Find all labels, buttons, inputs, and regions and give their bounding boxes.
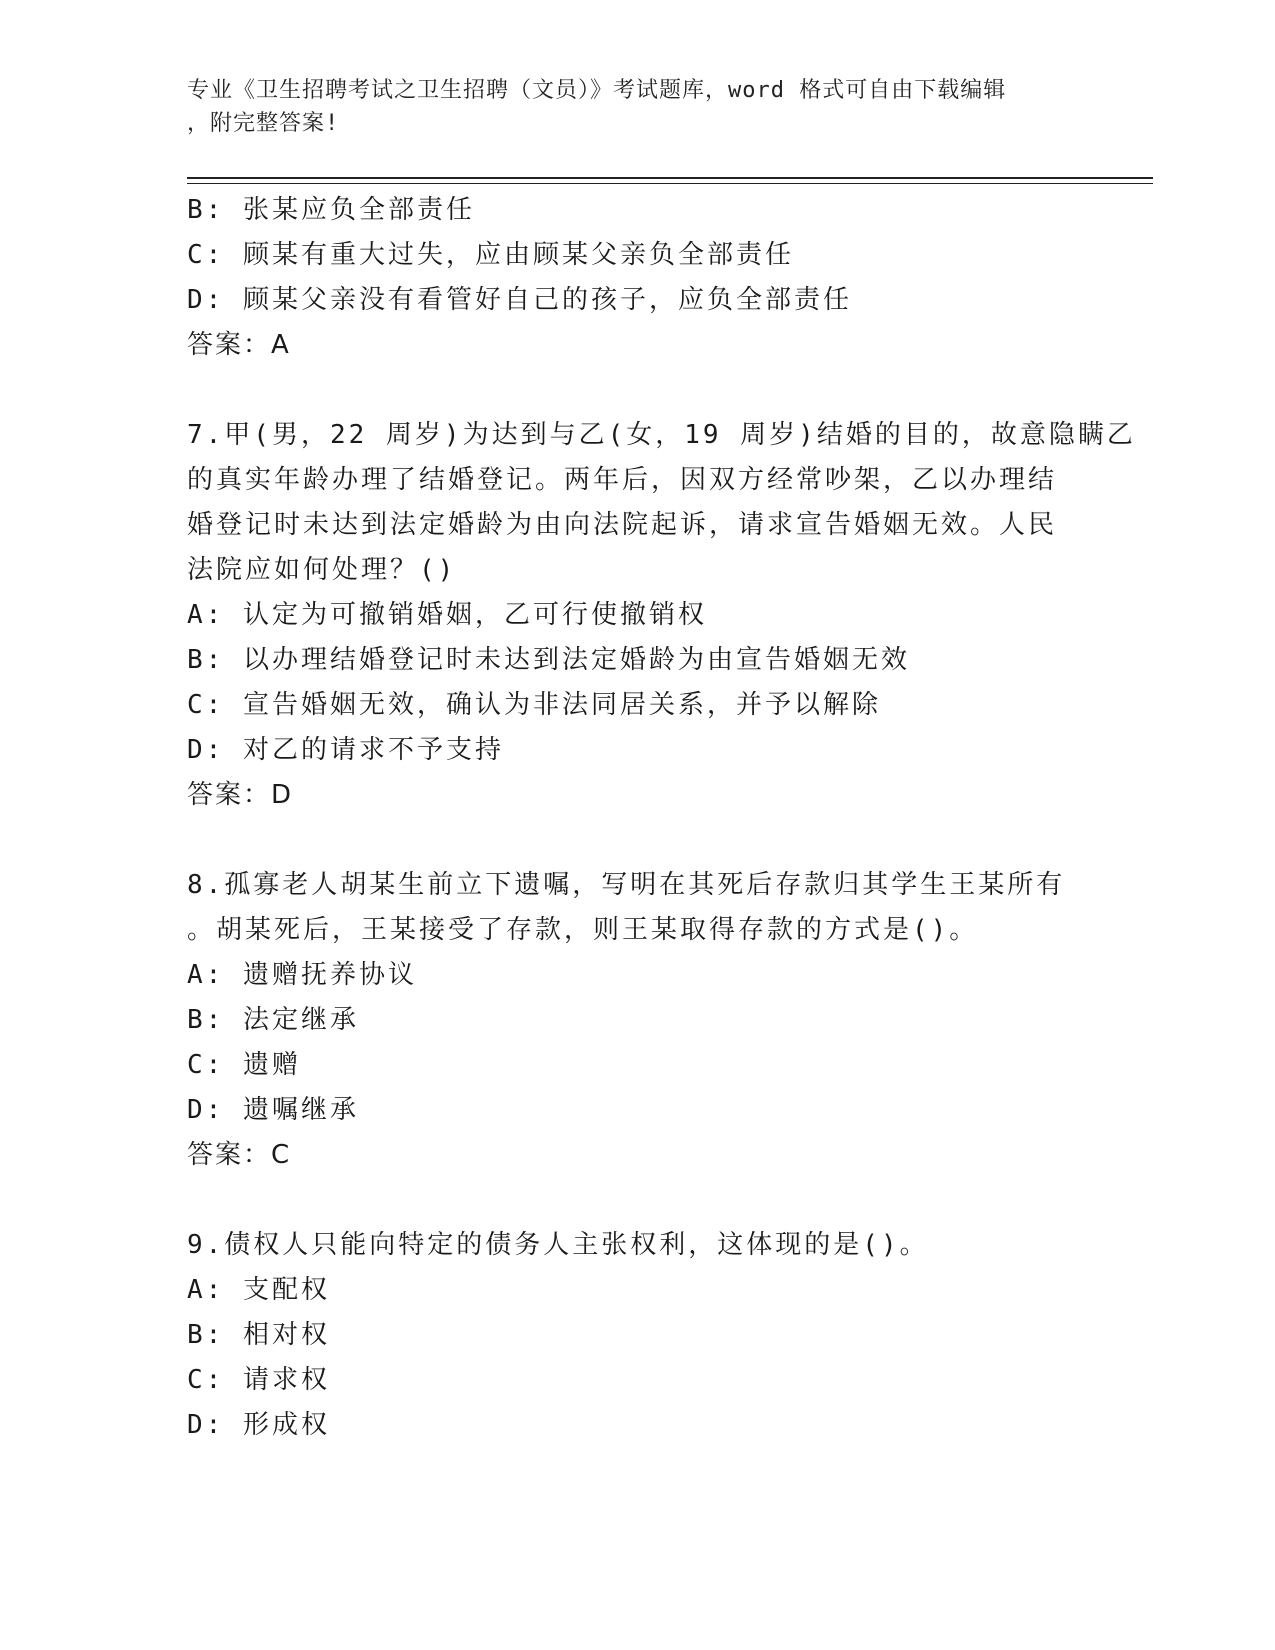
q7-option-d: D: 对乙的请求不予支持 bbox=[187, 735, 504, 765]
q7-stem-line-2: 的真实年龄办理了结婚登记。两年后，因双方经常吵架，乙以办理结 bbox=[187, 465, 1058, 495]
q7-stem-line-1: 7.甲(男，22 周岁)为达到与乙(女，19 周岁)结婚的目的，故意隐瞒乙 bbox=[187, 420, 1136, 450]
q7-option-a: A: 认定为可撤销婚姻，乙可行使撤销权 bbox=[187, 600, 707, 630]
header-rule-thin bbox=[187, 183, 1153, 184]
q9-option-b: B: 相对权 bbox=[187, 1320, 330, 1350]
q6-answer: 答案：A bbox=[187, 330, 291, 360]
q7-option-c: C: 宣告婚姻无效，确认为非法同居关系，并予以解除 bbox=[187, 690, 881, 720]
q7-option-b: B: 以办理结婚登记时未达到法定婚龄为由宣告婚姻无效 bbox=[187, 645, 910, 675]
q7-stem-line-3: 婚登记时未达到法定婚龄为由向法院起诉，请求宣告婚姻无效。人民 bbox=[187, 510, 1058, 540]
q9-option-c: C: 请求权 bbox=[187, 1365, 330, 1395]
q6-option-c: C: 顾某有重大过失，应由顾某父亲负全部责任 bbox=[187, 240, 794, 270]
q7-stem-line-4: 法院应如何处理？() bbox=[187, 555, 457, 585]
header-line-2: ，附完整答案! bbox=[187, 111, 340, 136]
q8-option-b: B: 法定继承 bbox=[187, 1005, 359, 1035]
q7-answer: 答案：D bbox=[187, 780, 294, 810]
q9-option-a: A: 支配权 bbox=[187, 1275, 330, 1305]
q6-option-d: D: 顾某父亲没有看管好自己的孩子，应负全部责任 bbox=[187, 285, 852, 315]
q8-stem-line-2: 。胡某死后，王某接受了存款，则王某取得存款的方式是()。 bbox=[187, 915, 979, 945]
q8-option-a: A: 遗赠抚养协议 bbox=[187, 960, 417, 990]
q9-option-d: D: 形成权 bbox=[187, 1410, 330, 1440]
header-line-1: 专业《卫生招聘考试之卫生招聘（文员）》考试题库，word 格式可自由下载编辑 bbox=[187, 78, 1007, 103]
q8-answer: 答案：C bbox=[187, 1140, 292, 1170]
q8-option-c: C: 遗赠 bbox=[187, 1050, 301, 1080]
q6-option-b: B: 张某应负全部责任 bbox=[187, 195, 475, 225]
q8-option-d: D: 遗嘱继承 bbox=[187, 1095, 359, 1125]
q8-stem-line-1: 8.孤寡老人胡某生前立下遗嘱，写明在其死后存款归其学生王某所有 bbox=[187, 870, 1066, 900]
document-header bbox=[187, 74, 1067, 140]
header-rule-thick bbox=[187, 177, 1153, 179]
q9-stem-line-1: 9.债权人只能向特定的债务人主张权利，这体现的是()。 bbox=[187, 1230, 929, 1260]
